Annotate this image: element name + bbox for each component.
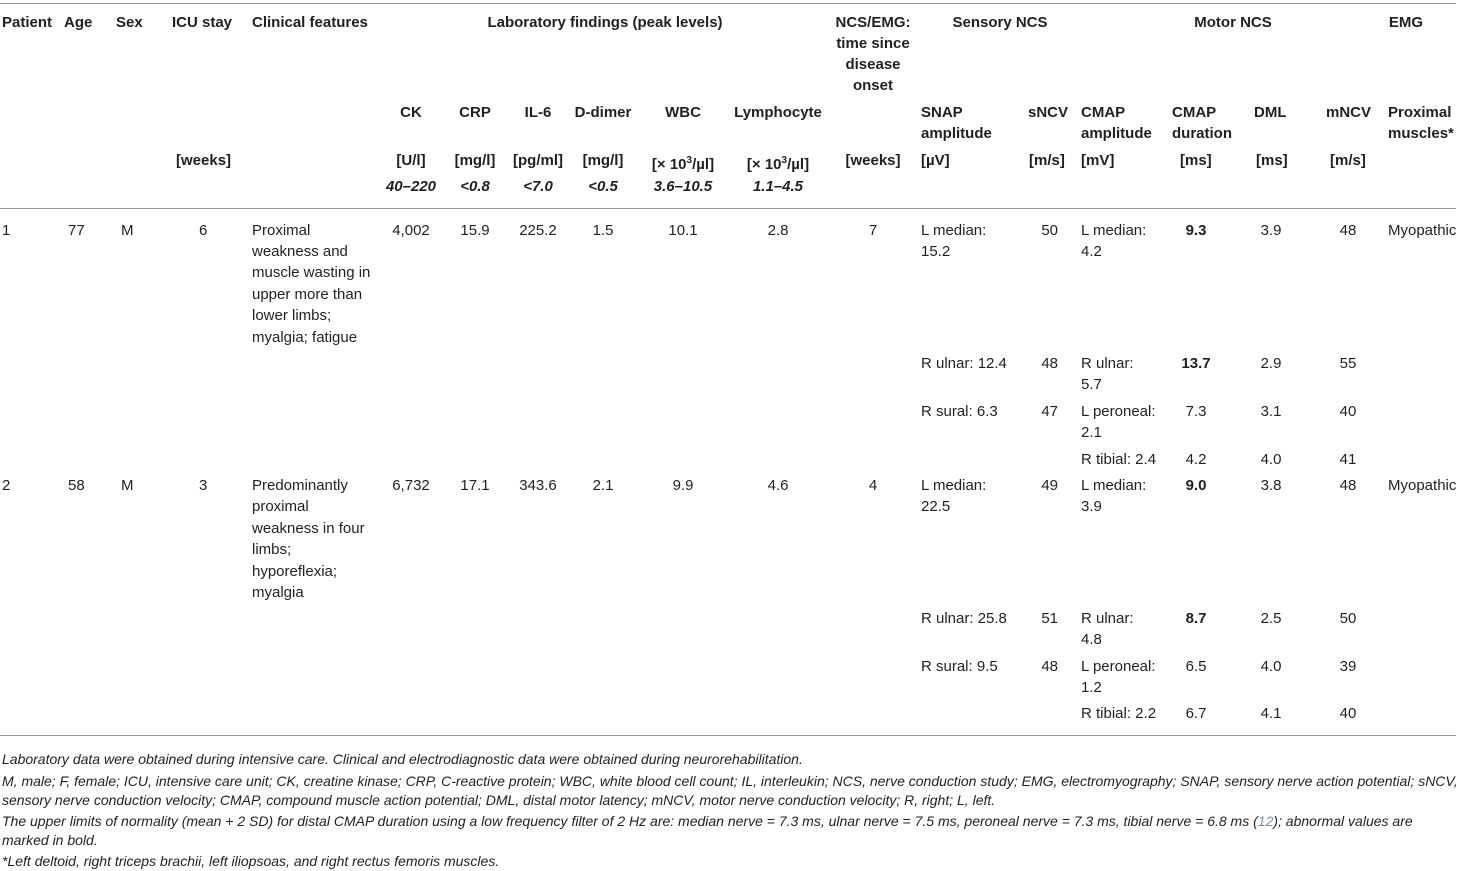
col-group-sensory-ncs: Sensory NCS [952, 14, 1048, 31]
col-group-emg: EMG [1388, 14, 1424, 31]
range-ck: 40–220 [385, 178, 437, 195]
unit-crp: [mg/l] [454, 152, 496, 169]
cell-patient: 1 [2, 222, 11, 239]
unit-ddimer: [mg/l] [582, 152, 624, 169]
cell-dml: 3.8 [1260, 477, 1282, 494]
unit-time: [weeks] [845, 152, 901, 169]
range-lymphocyte: 1.1–4.5 [752, 178, 804, 195]
cell-cmap-amplitude: R ulnar: [1081, 355, 1134, 372]
cell-dml: 3.9 [1260, 222, 1282, 239]
cell-cmap-amplitude: 5.7 [1081, 376, 1102, 393]
cell-cmap-amplitude: 1.2 [1081, 679, 1102, 696]
cell-cmap-amplitude: L peroneal: [1081, 403, 1156, 420]
cell-snap: 15.2 [921, 243, 951, 260]
top-rule [0, 3, 1456, 4]
col-header-clinical-features: Clinical features [252, 14, 368, 31]
col-header-wbc: WBC [665, 104, 701, 121]
cell-snap: R sural: 9.5 [921, 658, 998, 675]
cell-il6: 343.6 [519, 477, 557, 494]
cell-dml: 4.0 [1260, 451, 1282, 468]
cell-lymphocyte: 2.8 [767, 222, 789, 239]
cell-time: 4 [868, 477, 878, 494]
col-header-icu-stay: ICU stay [172, 14, 233, 31]
cell-cmap-duration: 8.7 [1185, 610, 1207, 627]
cell-cmap-amplitude: L peroneal: [1081, 658, 1156, 675]
cell-cmap-amplitude: 4.2 [1081, 243, 1102, 260]
cell-lymphocyte: 4.6 [767, 477, 789, 494]
cell-time: 7 [868, 222, 878, 239]
cell-mncv: 48 [1339, 222, 1357, 239]
cell-cmap-amplitude: R tibial: 2.2 [1081, 705, 1157, 722]
cell-cmap-duration: 9.0 [1185, 477, 1207, 494]
col-header-ck: CK [400, 104, 422, 121]
cell-dml: 4.0 [1260, 658, 1282, 675]
col-group-laboratory: Laboratory findings (peak levels) [487, 14, 723, 31]
unit-wbc: [× $10^3/\mu l$] [651, 155, 715, 173]
cell-sncv: 48 [1041, 355, 1058, 372]
col-header-ddimer: D-dimer [574, 104, 632, 121]
header-rule [0, 208, 1456, 209]
col-header-sncv: sNCV [1028, 104, 1069, 121]
footnote-line: Laboratory data were obtained during intensive care. Clinical and electrodiagnostic data were obtained during neurorehabilitation. [2, 751, 803, 767]
footnote-asterisk: *Left deltoid, right triceps brachii, left iliopsoas, and right rectus femoris muscles. [2, 853, 500, 869]
cell-patient: 2 [2, 477, 11, 494]
cell-dml: 4.1 [1260, 705, 1282, 722]
unit-ck: [U/l] [396, 152, 426, 169]
cell-il6: 225.2 [519, 222, 557, 239]
cell-ck: 6,732 [392, 477, 430, 494]
cell-ddimer: 2.1 [592, 477, 614, 494]
cell-sex: M [121, 477, 134, 494]
cell-snap: L median: [921, 222, 987, 239]
cell-snap: R ulnar: 25.8 [921, 610, 1007, 627]
cell-mncv: 40 [1339, 705, 1357, 722]
cell-crp: 17.1 [460, 477, 490, 494]
cell-mncv: 39 [1339, 658, 1357, 675]
cell-cmap-duration: 6.5 [1185, 658, 1207, 675]
cell-cmap-amplitude: 4.8 [1081, 631, 1102, 648]
unit-icu: [weeks] [176, 152, 232, 169]
col-header-il6: IL-6 [524, 104, 552, 121]
col-header-crp: CRP [459, 104, 491, 121]
footnote-line: sensory nerve conduction velocity; CMAP, compound muscle action potential; DML, distal motor latency; mNCV, motor nerve conduction velocity; R, right; L, left. [2, 792, 996, 808]
cell-snap: L median: [921, 477, 987, 494]
cell-ck: 4,002 [392, 222, 430, 239]
cell-mncv: 48 [1339, 477, 1357, 494]
col-group-motor-ncs: Motor NCS [1194, 14, 1272, 31]
cell-emg: Myopathic [1388, 477, 1457, 494]
col-header-sex: Sex [116, 14, 143, 31]
range-il6: <7.0 [523, 178, 553, 195]
cell-cmap-duration: 13.7 [1181, 355, 1211, 372]
unit-dml: [ms] [1256, 152, 1288, 169]
cell-cmap-amplitude: L median: [1081, 477, 1147, 494]
footnote-line: M, male; F, female; ICU, intensive care unit; CK, creatine kinase; CRP, C-reactive protein; WBC, white blood cell count; IL, interleukin; NCS, nerve conduction study; EMG, electromyography; SNAP, sensory nerve action potential; sNCV, [2, 773, 1458, 789]
cell-icu: 3 [199, 477, 208, 494]
cell-cmap-amplitude: R ulnar: [1081, 610, 1134, 627]
cell-cmap-duration: 7.3 [1185, 403, 1207, 420]
cell-dml: 3.1 [1260, 403, 1282, 420]
range-ddimer: <0.5 [588, 178, 618, 195]
cell-sncv: 49 [1041, 477, 1058, 494]
cell-sex: M [121, 222, 134, 239]
cell-crp: 15.9 [460, 222, 490, 239]
col-header-dml: DML [1254, 104, 1287, 121]
footnote-line: marked in bold. [2, 832, 98, 848]
unit-cmap-duration: [ms] [1180, 152, 1212, 169]
unit-lymphocyte: [× $10^3/\mu l$] [746, 155, 810, 173]
cell-sncv: 48 [1041, 658, 1058, 675]
col-header-mncv: mNCV [1326, 104, 1372, 121]
cell-cmap-amplitude: 3.9 [1081, 498, 1102, 515]
range-wbc: 3.6–10.5 [653, 178, 713, 195]
cell-wbc: 10.1 [668, 222, 698, 239]
unit-mncv: [m/s] [1330, 152, 1366, 169]
cell-cmap-amplitude: 2.1 [1081, 424, 1102, 441]
cell-wbc: 9.9 [672, 477, 694, 494]
cell-sncv: 50 [1041, 222, 1058, 239]
cell-age: 77 [68, 222, 85, 239]
cell-snap: R sural: 6.3 [921, 403, 998, 420]
cell-mncv: 41 [1339, 451, 1357, 468]
cell-cmap-duration: 4.2 [1185, 451, 1207, 468]
col-header-lymphocyte: Lymphocyte [734, 104, 822, 121]
cell-mncv: 55 [1339, 355, 1357, 372]
cell-cmap-duration: 6.7 [1185, 705, 1207, 722]
cell-cmap-amplitude: L median: [1081, 222, 1147, 239]
cell-icu: 6 [199, 222, 208, 239]
cell-cmap-amplitude: R tibial: 2.4 [1081, 451, 1157, 468]
footnote-line: The upper limits of normality (mean + 2 SD) for distal CMAP duration using a low frequency filter of 2 Hz are: median nerve = 7.3 ms, ulnar nerve = 7.5 ms, peroneal nerve = 7.3 ms, tibial nerve = 6.8 ms (12); abnormal values are [2, 813, 1413, 829]
cell-mncv: 40 [1339, 403, 1357, 420]
bottom-rule [0, 735, 1456, 736]
cell-snap: 22.5 [921, 498, 951, 515]
col-header-age: Age [64, 14, 93, 31]
cell-emg: Myopathic [1388, 222, 1457, 239]
cell-dml: 2.5 [1260, 610, 1282, 627]
cell-mncv: 50 [1339, 610, 1357, 627]
reference-link[interactable]: 12 [1257, 813, 1274, 829]
cell-snap: R ulnar: 12.4 [921, 355, 1007, 372]
unit-sncv: [m/s] [1029, 152, 1065, 169]
cell-ddimer: 1.5 [592, 222, 614, 239]
unit-il6: [pg/ml] [513, 152, 563, 169]
cell-age: 58 [68, 477, 85, 494]
range-crp: <0.8 [460, 178, 490, 195]
cell-cmap-duration: 9.3 [1185, 222, 1207, 239]
cell-sncv: 51 [1041, 610, 1058, 627]
unit-cmap-amplitude: [mV] [1081, 152, 1115, 169]
col-header-patient: Patient [2, 14, 53, 31]
unit-snap: [µV] [921, 152, 950, 169]
cell-dml: 2.9 [1260, 355, 1282, 372]
cell-sncv: 47 [1041, 403, 1058, 420]
